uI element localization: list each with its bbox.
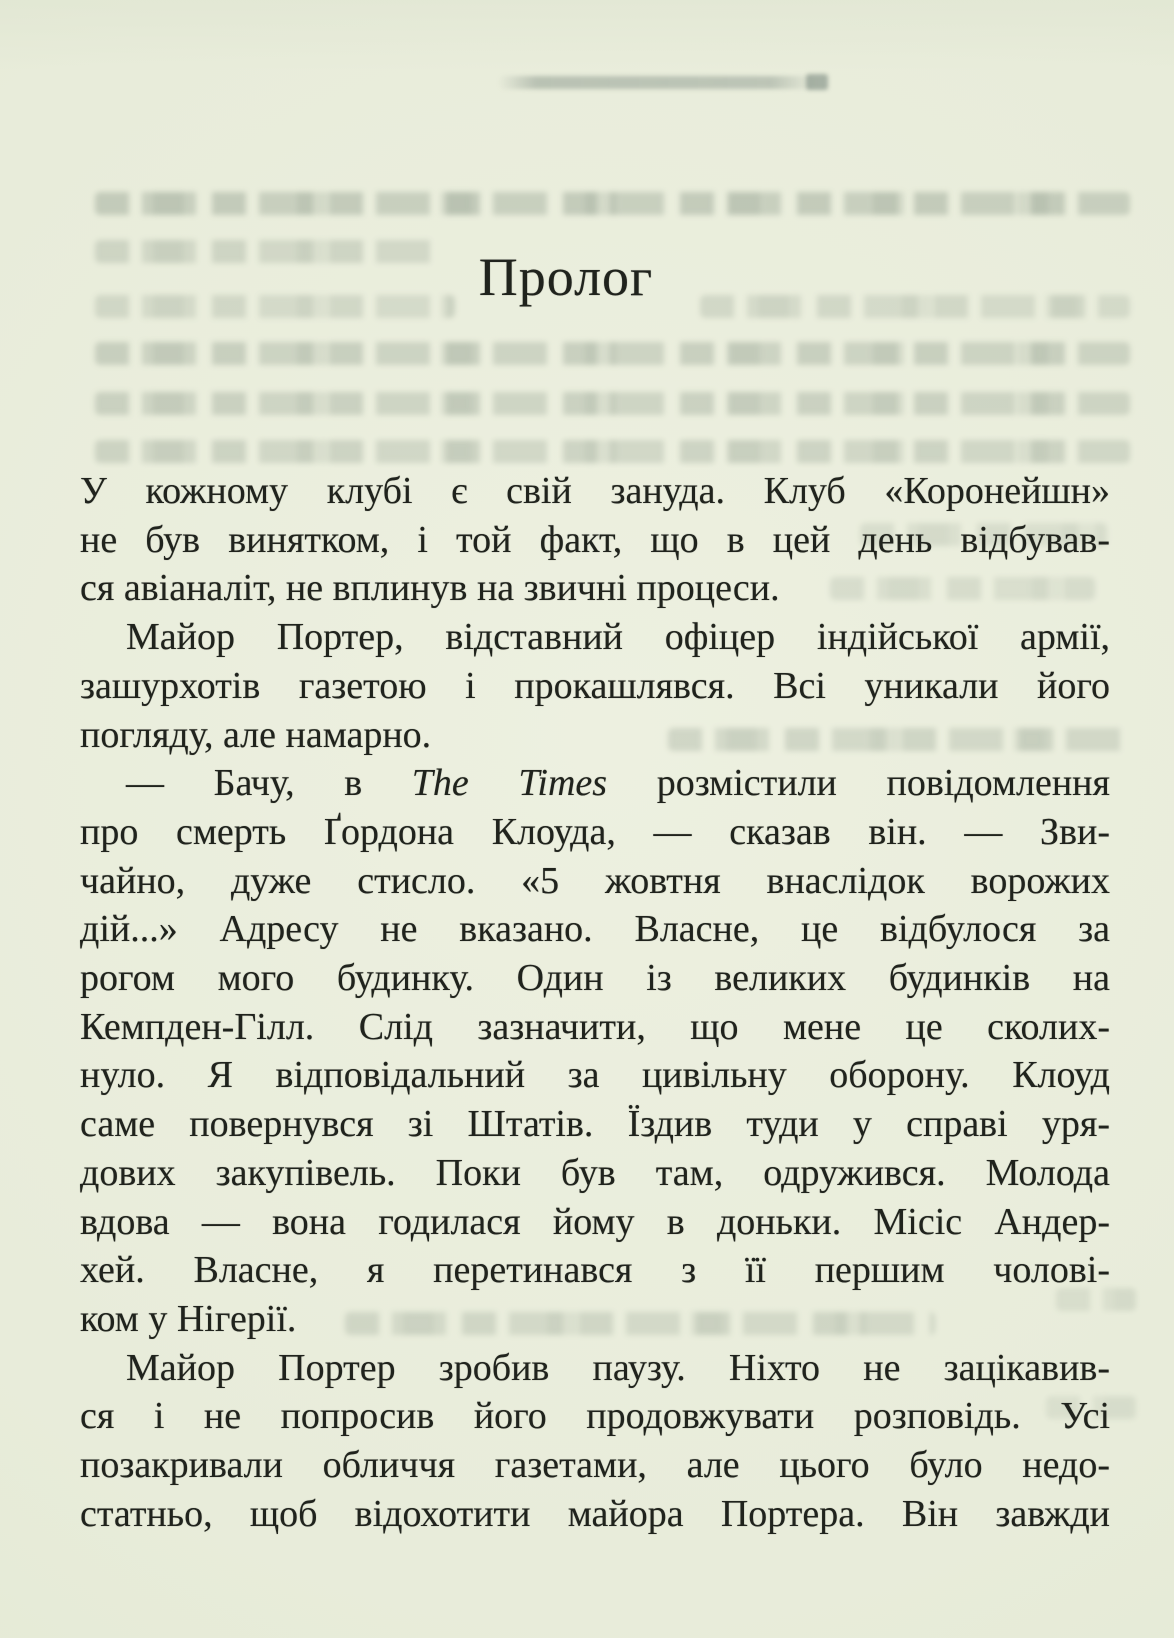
text-line: Кемпден-Гілл. Слід зазначити, що мене це сколих- <box>80 1005 1110 1048</box>
text-line: Майор Портер, відставний офіцер індійської армії, <box>126 616 1110 659</box>
bleedthrough-line <box>95 440 1130 463</box>
bleedthrough-ornament-rule <box>498 76 816 89</box>
text-line: У кожному клубі є свій зануда. Клуб «Коронейшн» <box>80 470 1110 512</box>
text-line: про смерть Ґордона Клоуда, — сказав він. — Зви- <box>80 810 1110 853</box>
body-text <box>80 467 1110 1538</box>
text-line: ся авіаналіт, не вплинув на звичні процеси. <box>80 567 780 610</box>
italic-phrase: The Times <box>411 762 608 805</box>
text-line: чайно, дуже стисло. «5 жовтня внаслідок ворожих <box>80 859 1110 902</box>
text-line: вдова — вона годилася йому в доньки. Місіс Андер- <box>80 1200 1110 1243</box>
text-line: нуло. Я відповідальний за цивільну оборону. Клоуд <box>80 1054 1110 1097</box>
text-line: зашурхотів газетою і прокашлявся. Всі уникали його <box>80 664 1110 707</box>
bleedthrough-line <box>95 342 1130 365</box>
text-line: дових закупівель. Поки був там, одружився. Молода <box>80 1151 1110 1194</box>
text-line: не був винятком, і той факт, що в цей день відбував- <box>80 518 1110 561</box>
text-line: хей. Власне, я перетинався з її першим чолові- <box>80 1249 1110 1292</box>
chapter-title: Пролог <box>478 247 654 307</box>
text-line: Майор Портер зробив паузу. Ніхто не зацікавив- <box>126 1346 1110 1389</box>
text-line: погляду, але намарно. <box>80 713 432 756</box>
text-line: статньо, щоб відохотити майора Портера. Він завжди <box>80 1492 1110 1535</box>
text-line: ком у Нігерії. <box>80 1297 297 1340</box>
text-line: рогом мого будинку. Один із великих будинків на <box>80 957 1110 1000</box>
text-line: позакривали обличчя газетами, але цього було недо- <box>80 1444 1110 1487</box>
text-line: — Бачу, в The Times розмістили повідомлення <box>126 762 1110 805</box>
text-line: ся і не попросив його продовжувати розповідь. Усі <box>80 1395 1110 1438</box>
text-line: дій...» Адресу не вказано. Власне, це відбулося за <box>80 908 1110 951</box>
bleedthrough-line <box>95 192 1130 215</box>
bleedthrough-line <box>95 392 1130 415</box>
bleedthrough-ornament-blob <box>806 74 828 90</box>
text-line: саме повернувся зі Штатів. Їздив туди у справі уря- <box>80 1103 1110 1146</box>
